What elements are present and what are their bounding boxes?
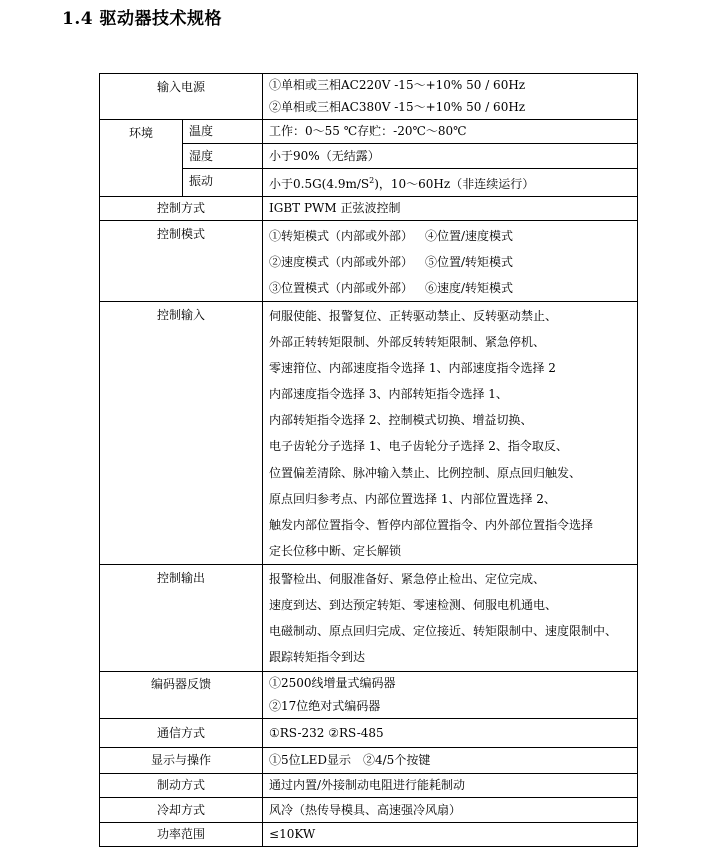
row-control-input [100,302,638,565]
value-line: IGBT PWM 正弦波控制 [269,201,401,215]
row-power-range [100,823,638,847]
value-line: 零速箝位、内部速度指令选择 1、内部速度指令选择 2 [269,361,556,376]
row-label: 控制输入 [157,308,206,322]
row-control-output [100,565,638,672]
row-power [100,74,638,120]
row-control-mode [100,221,638,302]
row-communication [100,719,638,748]
section-title: 1.4 驱动器技术规格 [62,9,222,29]
value-line: 位置偏差清除、脉冲输入禁止、比例控制、原点回归触发、 [269,465,582,480]
value-line: ③位置模式（内部或外部） ⑥速度/转矩模式 [269,281,514,295]
row-label: 显示与操作 [151,753,212,767]
value-line: 原点回归参考点、内部位置选择 1、内部位置选择 2、 [269,491,556,506]
row-label: 编码器反馈 [151,677,212,691]
value-line: 工作：0～55 ℃存贮：-20℃～80℃ [269,124,467,138]
row-label: 控制输出 [157,571,206,585]
row-label: 制动方式 [157,778,206,792]
value-line: 触发内部位置指令、暂停内部位置指令、内外部位置指令选择 [269,517,594,532]
row-label: 功率范围 [157,827,206,841]
row-temperature [100,120,638,144]
row-braking [100,774,638,798]
row-label: 环境 [128,126,153,140]
value-line: ①2500线增量式编码器 [269,676,396,690]
sub-label: 湿度 [189,149,214,163]
value-line: ②单相或三相AC380V -15～+10% 50 / 60Hz [269,100,526,114]
value-line: ①转矩模式（内部或外部） ④位置/速度模式 [269,229,514,243]
spec-table [99,73,638,847]
row-encoder [100,672,638,719]
value-line: 小于$0.5G(4.9m/S^2)$，10～60Hz（非连续运行） [269,176,535,191]
value-line: 风冷（热传导模具、高速强冷风扇） [269,803,462,817]
value-line: ①单相或三相AC220V -15～+10% 50 / 60Hz [269,78,526,92]
value-line: ①RS-232 ②RS-485 [269,726,384,740]
row-cooling [100,798,638,823]
row-label: 输入电源 [157,80,206,94]
value-line: 外部正转转矩限制、外部反转转矩限制、紧急停机、 [269,335,546,350]
row-control-method [100,197,638,221]
row-label: 通信方式 [157,726,206,740]
value-line: 电磁制动、原点回归完成、定位接近、转矩限制中、速度限制中、 [269,624,618,638]
sub-label: 振动 [189,174,214,188]
value-line: 速度到达、到达预定转矩、零速检测、伺服电机通电、 [269,598,558,612]
value-line: 定长位移中断、定长解锁 [269,543,402,558]
row-display [100,748,638,774]
value-line: ②17位绝对式编码器 [269,699,381,713]
row-label: 冷却方式 [157,803,206,817]
value-line: 内部速度指令选择 3、内部转矩指令选择 1、 [269,387,508,402]
value-line: 跟踪转矩指令到达 [269,650,366,664]
sub-label: 温度 [189,124,214,138]
value-line: 报警检出、伺服准备好、紧急停止检出、定位完成、 [269,572,546,586]
value-line: ②速度模式（内部或外部） ⑤位置/转矩模式 [269,255,514,269]
value-line: 伺服使能、报警复位、正转驱动禁止、反转驱动禁止、 [269,309,558,323]
row-label: 控制方式 [157,201,206,215]
value-line: 通过内置/外接制动电阻进行能耗制动 [269,778,466,792]
value-line: ≤10KW [269,827,316,841]
value-line: 内部转矩指令选择 2、控制模式切换、增益切换、 [269,413,533,428]
row-label: 控制模式 [157,227,206,241]
value-line: 电子齿轮分子选择 1、电子齿轮分子选择 2、指令取反、 [269,439,568,454]
value-line: ①5位LED显示 ②4/5个按键 [269,753,431,767]
value-line: 小于90%（无结露） [269,149,380,163]
